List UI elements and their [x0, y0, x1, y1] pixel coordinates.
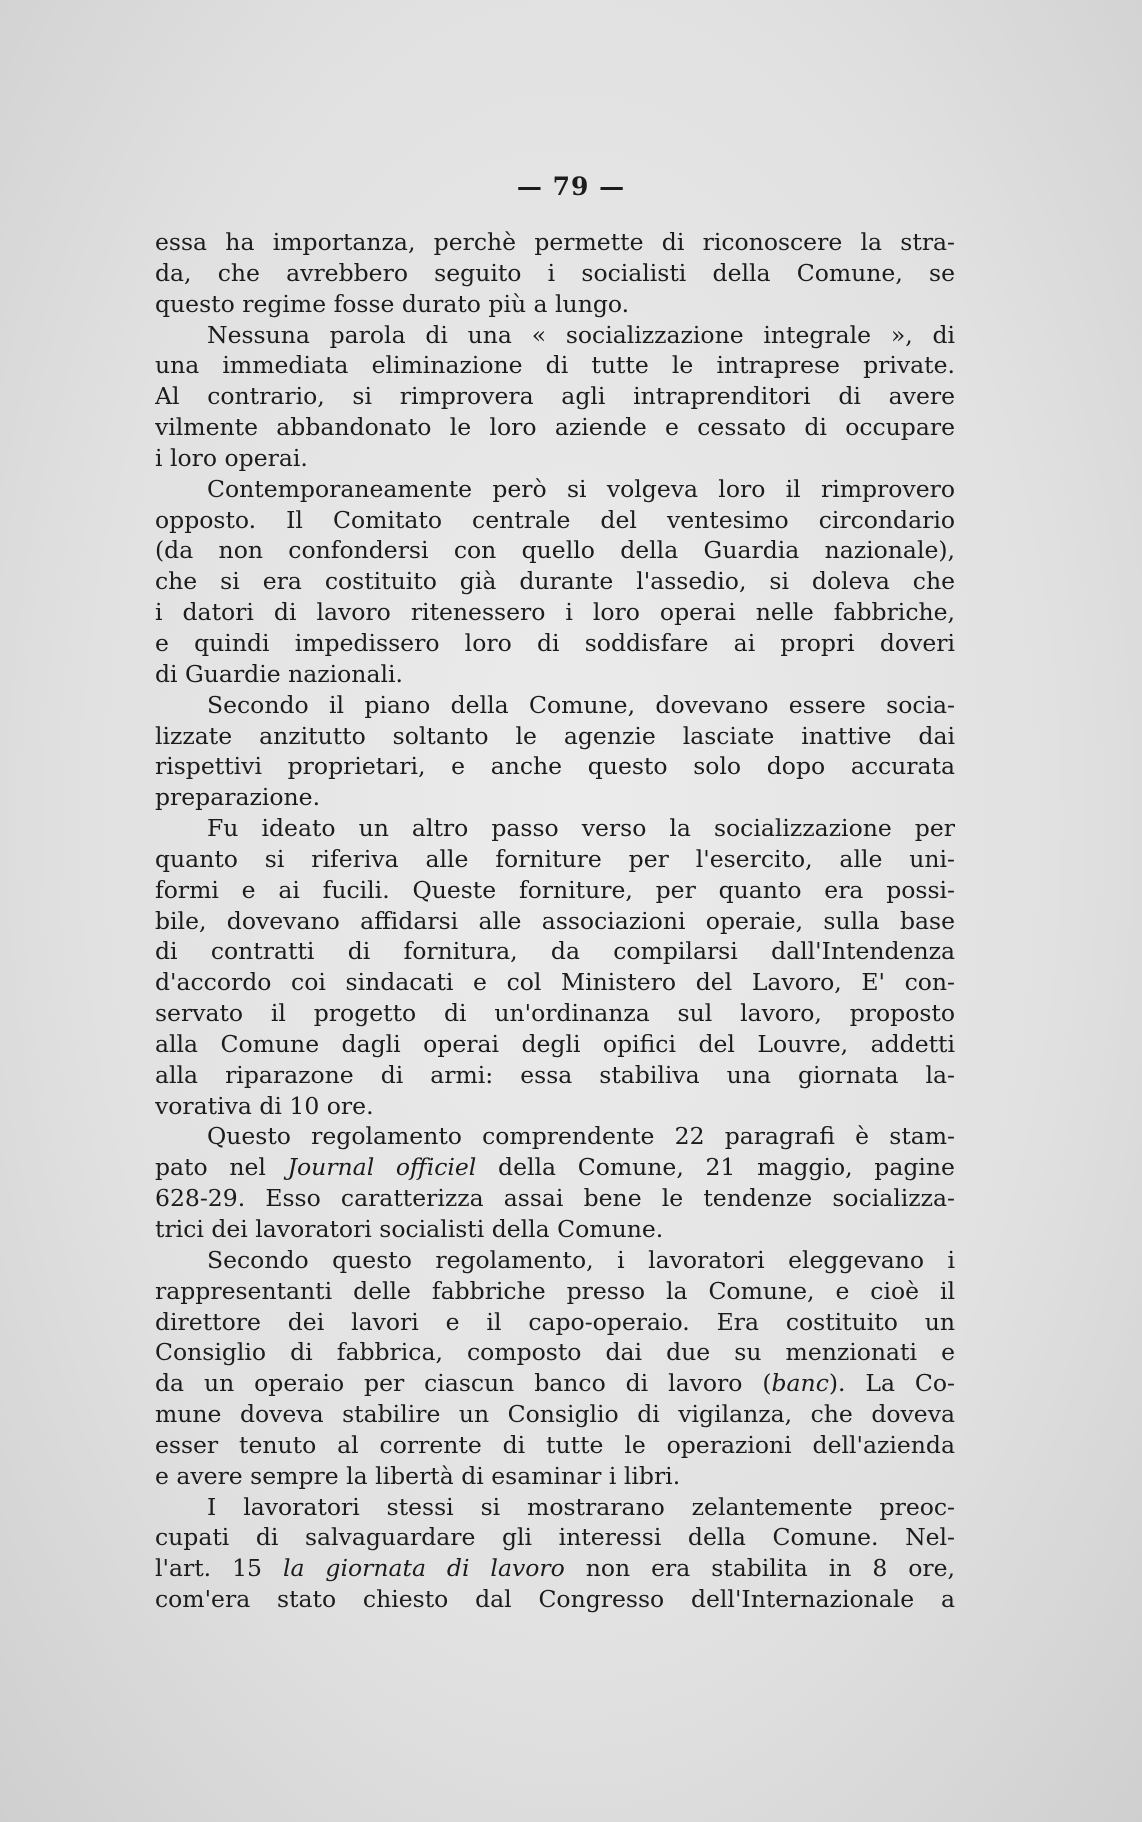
text-line: e avere sempre la libertà di esaminar i libri. [155, 1461, 681, 1490]
line-segment: pato nel [155, 1153, 266, 1182]
text-line: alla Comune dagli operai degli opifici del Louvre, addetti [155, 1029, 955, 1058]
text-line: che si era costituito già durante l'assedio, si doleva che [155, 567, 955, 596]
text-line: di Guardie nazionali. [155, 659, 403, 688]
text-line: essa ha importanza, perchè permette di riconoscere la stra- [155, 228, 955, 256]
text-line: trici dei lavoratori socialisti della Comune. [155, 1215, 664, 1243]
text-line: vorativa di 10 ore. [155, 1091, 374, 1120]
text-line: direttore dei lavori e il capo-operaio. Era costituito un [155, 1307, 955, 1336]
text-line: Nessuna parola di una « socializzazione integrale », di [207, 320, 955, 349]
text-line: alla riparazone di armi: essa stabiliva una giornata la- [155, 1060, 955, 1089]
text-line: di contratti di fornitura, da compilarsi dall'Intendenza [155, 937, 955, 966]
text-line: lizzate anzitutto soltanto le agenzie lasciate inattive dai [155, 721, 955, 750]
text-line: una immediata eliminazione di tutte le intraprese private. [155, 351, 955, 380]
line-segment: ). La Co- [828, 1369, 955, 1398]
text-line: rappresentanti delle fabbriche presso la Comune, e cioè il [155, 1276, 955, 1305]
text-line: Fu ideato un altro passo verso la socializzazione per [207, 814, 955, 843]
text-line: preparazione. [155, 783, 321, 812]
text-line: mune doveva stabilire un Consiglio di vigilanza, che doveva [155, 1400, 955, 1429]
text-line: bile, dovevano affidarsi alle associazioni operaie, sulla base [155, 906, 955, 935]
text-line: vilmente abbandonato le loro aziende e cessato di occupare [155, 413, 955, 442]
text-line: quanto si riferiva alle forniture per l'esercito, alle uni- [155, 844, 955, 873]
text-line: Secondo questo regolamento, i lavoratori eleggevano i [207, 1245, 955, 1274]
text-line: Al contrario, si rimprovera agli intraprenditori di avere [155, 382, 955, 411]
text-line: (da non confondersi con quello della Guardia nazionale), [155, 536, 955, 565]
text-line: opposto. Il Comitato centrale del ventesimo circondario [155, 505, 955, 534]
line-segment: l'art. 15 [155, 1554, 262, 1583]
text-line: esser tenuto al corrente di tutte le operazioni dell'azienda [155, 1430, 955, 1459]
text-line: i datori di lavoro ritenessero i loro operai nelle fabbriche, [155, 598, 955, 627]
text-line [155, 1152, 955, 1183]
text-line [155, 1553, 955, 1584]
text-line: i loro operai. [155, 443, 308, 472]
text-line: rispettivi proprietari, e anche questo solo dopo accurata [155, 752, 955, 781]
italic-phrase: la giornata di lavoro [282, 1554, 565, 1583]
text-line: cupati di salvaguardare gli interessi della Comune. Nel- [155, 1523, 955, 1552]
text-line: formi e ai fucili. Queste forniture, per quanto era possi- [155, 875, 955, 904]
text-line: Secondo il piano della Comune, dovevano essere socia- [207, 690, 955, 719]
line-segment: da un operaio per ciascun banco di lavoro ( [155, 1369, 772, 1398]
text-line: Questo regolamento comprendente 22 paragrafi è stam- [207, 1122, 955, 1151]
italic-title: Journal officiel [287, 1153, 477, 1182]
text-line: d'accordo coi sindacati e col Ministero del Lavoro, E' con- [155, 968, 955, 997]
text-line: 628-29. Esso caratterizza assai bene le tendenze socializza- [155, 1184, 955, 1213]
italic-term: banc [771, 1369, 829, 1398]
text-line: e quindi impedissero loro di soddisfare ai propri doveri [155, 628, 955, 657]
page-number: — 79 — [516, 172, 626, 201]
text-line: Consiglio di fabbrica, composto dai due su menzionati e [155, 1338, 955, 1367]
text-line: I lavoratori stessi si mostrarano zelantemente preoc- [207, 1492, 955, 1521]
text-line: da, che avrebbero seguito i socialisti della Comune, se [155, 258, 955, 287]
text-line: com'era stato chiesto dal Congresso dell'Internazionale a [155, 1585, 955, 1614]
line-segment: della Comune, 21 maggio, pagine [498, 1153, 955, 1182]
text-line [155, 1368, 955, 1399]
body-text [155, 227, 955, 1615]
text-line: servato il progetto di un'ordinanza sul lavoro, proposto [155, 999, 955, 1028]
text-line: Contemporaneamente però si volgeva loro il rimprovero [207, 474, 955, 503]
text-line: questo regime fosse durato più a lungo. [155, 289, 630, 318]
line-segment: non era stabilita in 8 ore, [585, 1554, 955, 1583]
